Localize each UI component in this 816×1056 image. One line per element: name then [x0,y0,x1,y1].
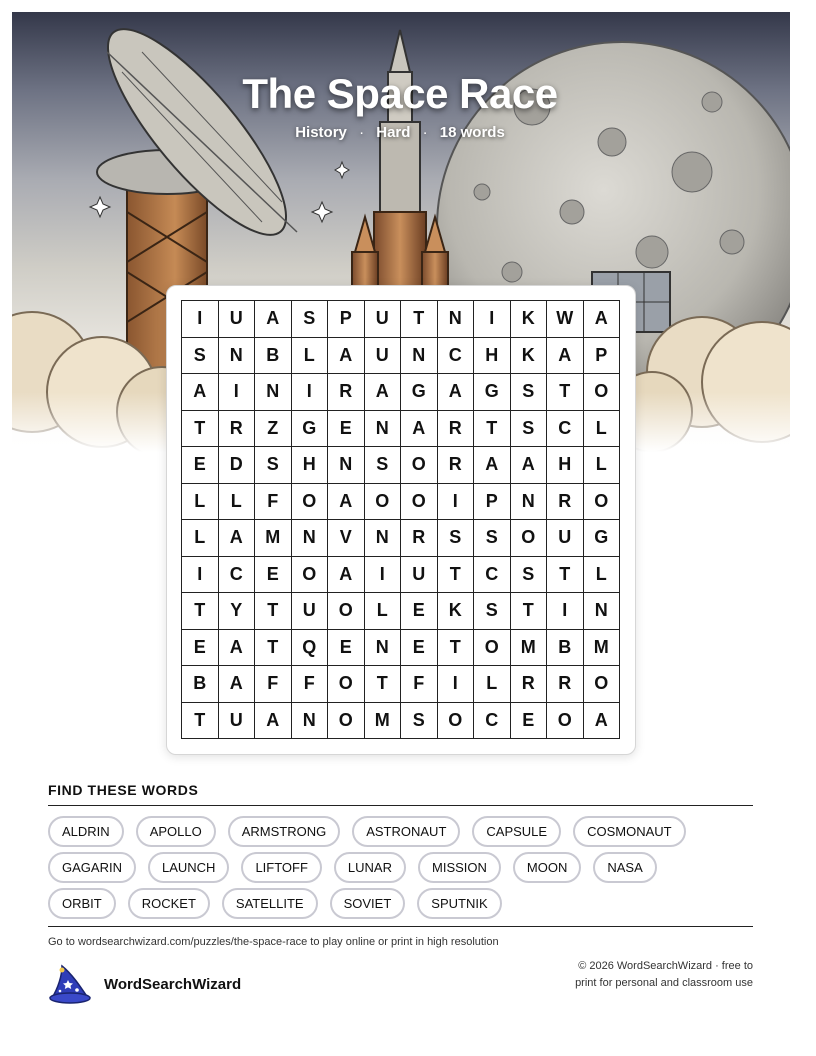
puzzle-meta [0,124,800,141]
grid-cell[interactable]: C [474,557,511,594]
grid-cell[interactable]: E [328,411,365,448]
word-chip: LAUNCH [148,852,229,883]
grid-cell[interactable]: R [547,666,584,703]
grid-cell[interactable]: L [182,520,219,557]
grid-cell[interactable]: A [182,374,219,411]
word-chip: NASA [593,852,656,883]
grid-cell[interactable]: L [584,557,621,594]
grid-cell[interactable]: F [255,666,292,703]
grid-cell[interactable]: S [365,447,402,484]
grid-cell[interactable]: I [438,484,475,521]
page-title: The Space Race [242,70,558,117]
word-chip: LIFTOFF [241,852,321,883]
grid-cell[interactable]: T [511,593,548,630]
grid-cell[interactable]: U [401,557,438,594]
grid-cell[interactable]: E [511,703,548,740]
word-list-section [48,782,753,919]
grid-cell[interactable]: T [182,703,219,740]
word-chip: ASTRONAUT [352,816,460,847]
grid-cell[interactable]: R [219,411,256,448]
word-chip: SOVIET [330,888,406,919]
grid-cell[interactable]: A [474,447,511,484]
grid-cell[interactable]: N [292,520,329,557]
separator: · [422,124,428,141]
grid-cell[interactable]: T [255,630,292,667]
word-chip: SPUTNIK [417,888,501,919]
word-list-heading: FIND THESE WORDS [48,782,753,806]
grid-cell[interactable]: S [182,338,219,375]
grid-cell[interactable]: B [182,666,219,703]
footer-divider [48,926,753,927]
grid-cell[interactable]: I [365,557,402,594]
grid-cell[interactable]: I [182,301,219,338]
grid-cell[interactable]: Y [219,593,256,630]
grid-cell[interactable]: I [292,374,329,411]
grid-cell[interactable]: E [182,447,219,484]
grid-cell[interactable]: B [547,630,584,667]
grid-cell[interactable]: P [584,338,621,375]
grid-cell[interactable]: C [547,411,584,448]
grid-cell[interactable]: S [401,703,438,740]
grid-cell[interactable]: A [438,374,475,411]
grid-cell[interactable]: H [547,447,584,484]
word-chip: GAGARIN [48,852,136,883]
grid-cell[interactable]: N [365,630,402,667]
grid-cell[interactable]: H [474,338,511,375]
grid-cell[interactable]: K [438,593,475,630]
grid-cell[interactable]: D [219,447,256,484]
grid-cell[interactable]: T [438,630,475,667]
grid-cell[interactable]: K [511,338,548,375]
grid-cell[interactable]: O [474,630,511,667]
grid-cell[interactable]: R [511,666,548,703]
word-chip: APOLLO [136,816,216,847]
grid-cell[interactable]: N [365,411,402,448]
grid-cell[interactable]: A [219,630,256,667]
grid-cell[interactable]: T [547,557,584,594]
grid-cell[interactable]: P [328,301,365,338]
word-chip: SATELLITE [222,888,318,919]
grid-cell[interactable]: O [401,447,438,484]
word-chip: ROCKET [128,888,210,919]
grid-cell[interactable]: I [547,593,584,630]
grid-cell[interactable]: S [292,301,329,338]
grid-cell[interactable]: V [328,520,365,557]
grid-cell[interactable]: C [438,338,475,375]
grid-cell[interactable]: O [292,484,329,521]
grid-cell[interactable]: F [401,666,438,703]
grid-cell[interactable]: R [401,520,438,557]
grid-cell[interactable]: C [474,703,511,740]
grid-cell[interactable]: M [584,630,621,667]
word-count-label: 18 words [439,124,505,141]
grid-cell[interactable]: O [438,703,475,740]
grid-cell[interactable]: A [328,557,365,594]
grid-cell[interactable]: S [511,374,548,411]
grid-cell[interactable]: A [511,447,548,484]
grid-cell[interactable]: L [292,338,329,375]
grid-cell[interactable]: A [328,484,365,521]
grid-cell[interactable]: K [511,301,548,338]
grid-cell[interactable]: R [547,484,584,521]
grid-cell[interactable]: T [474,411,511,448]
grid-cell[interactable]: M [365,703,402,740]
grid-cell[interactable]: O [584,374,621,411]
grid-cell[interactable]: M [511,630,548,667]
grid-cell[interactable]: A [584,301,621,338]
grid-cell[interactable]: E [182,630,219,667]
grid-cell[interactable]: I [474,301,511,338]
grid-cell[interactable]: F [255,484,292,521]
grid-cell[interactable]: U [219,301,256,338]
grid-cell[interactable]: N [511,484,548,521]
grid-cell[interactable]: T [255,593,292,630]
grid-cell[interactable]: T [547,374,584,411]
grid-cell[interactable]: O [292,557,329,594]
puzzle-grid-card [166,285,636,755]
word-chip: ORBIT [48,888,116,919]
grid-cell[interactable]: A [219,666,256,703]
grid-cell[interactable]: S [511,411,548,448]
grid-cell[interactable]: B [255,338,292,375]
grid-cell[interactable]: S [255,447,292,484]
grid-cell[interactable]: N [438,301,475,338]
grid-cell[interactable]: A [584,703,621,740]
grid-cell[interactable]: O [328,593,365,630]
grid-cell[interactable]: E [401,630,438,667]
grid-cell[interactable]: A [401,411,438,448]
grid-cell[interactable]: O [328,703,365,740]
letter-grid[interactable] [181,300,620,739]
grid-cell[interactable]: I [182,557,219,594]
grid-cell[interactable]: O [401,484,438,521]
grid-cell[interactable]: I [219,374,256,411]
grid-cell[interactable]: U [219,703,256,740]
grid-cell[interactable]: A [328,338,365,375]
word-chip: MISSION [418,852,501,883]
word-chip: CAPSULE [472,816,561,847]
grid-cell[interactable]: T [182,411,219,448]
brand-name: WordSearchWizard [104,975,242,993]
grid-cell[interactable]: O [584,484,621,521]
grid-cell[interactable]: T [401,301,438,338]
word-chip: MOON [513,852,581,883]
grid-cell[interactable]: S [474,520,511,557]
word-chip: COSMONAUT [573,816,686,847]
difficulty-label: Hard [376,124,411,141]
grid-cell[interactable]: O [584,666,621,703]
brand [48,964,241,1004]
grid-cell[interactable]: O [547,703,584,740]
grid-cell[interactable]: L [182,484,219,521]
grid-cell[interactable]: L [584,447,621,484]
grid-cell[interactable]: O [511,520,548,557]
word-chip: ARMSTRONG [228,816,341,847]
grid-cell[interactable]: G [292,411,329,448]
grid-cell[interactable]: A [547,338,584,375]
grid-cell[interactable]: E [401,593,438,630]
grid-cell[interactable]: P [474,484,511,521]
grid-cell[interactable]: R [438,411,475,448]
grid-cell[interactable]: I [438,666,475,703]
grid-cell[interactable]: S [474,593,511,630]
grid-cell[interactable]: L [474,666,511,703]
grid-cell[interactable]: G [474,374,511,411]
grid-cell[interactable]: C [219,557,256,594]
grid-cell[interactable]: R [438,447,475,484]
grid-cell[interactable]: N [365,520,402,557]
word-list [48,816,708,919]
grid-cell[interactable]: T [438,557,475,594]
category-label: History [295,124,347,141]
grid-cell[interactable]: N [401,338,438,375]
grid-cell[interactable]: F [292,666,329,703]
grid-cell[interactable]: U [365,338,402,375]
grid-cell[interactable]: Z [255,411,292,448]
grid-cell[interactable]: E [255,557,292,594]
grid-cell[interactable]: O [328,666,365,703]
grid-cell[interactable]: A [219,520,256,557]
grid-cell[interactable]: G [584,520,621,557]
grid-cell[interactable]: H [292,447,329,484]
grid-cell[interactable]: N [255,374,292,411]
grid-cell[interactable]: U [365,301,402,338]
title-block [0,70,800,141]
grid-cell[interactable]: U [547,520,584,557]
grid-cell[interactable]: T [365,666,402,703]
grid-cell[interactable]: S [438,520,475,557]
grid-cell[interactable]: T [182,593,219,630]
grid-cell[interactable]: N [328,447,365,484]
copyright-text: © 2026 WordSearchWizard · free to print for personal and classroom use [575,960,753,989]
grid-cell[interactable]: A [255,301,292,338]
grid-cell[interactable]: L [365,593,402,630]
grid-cell[interactable]: L [584,411,621,448]
grid-cell[interactable]: W [547,301,584,338]
grid-cell[interactable]: U [292,593,329,630]
grid-cell[interactable]: A [365,374,402,411]
separator: · [359,124,365,141]
grid-cell[interactable]: N [219,338,256,375]
grid-cell[interactable]: M [255,520,292,557]
grid-cell[interactable]: G [401,374,438,411]
grid-cell[interactable]: N [584,593,621,630]
grid-cell[interactable]: R [328,374,365,411]
grid-cell[interactable]: Q [292,630,329,667]
grid-cell[interactable]: E [328,630,365,667]
word-chip: ALDRIN [48,816,124,847]
footer-url-text: Go to wordsearchwizard.com/puzzles/the-space-race to play online or print in high resolution [48,936,499,948]
grid-cell[interactable]: O [365,484,402,521]
wizard-hat-icon [48,964,92,1004]
grid-cell[interactable]: N [292,703,329,740]
grid-cell[interactable]: A [255,703,292,740]
grid-cell[interactable]: S [511,557,548,594]
grid-cell[interactable]: L [219,484,256,521]
word-chip: LUNAR [334,852,406,883]
